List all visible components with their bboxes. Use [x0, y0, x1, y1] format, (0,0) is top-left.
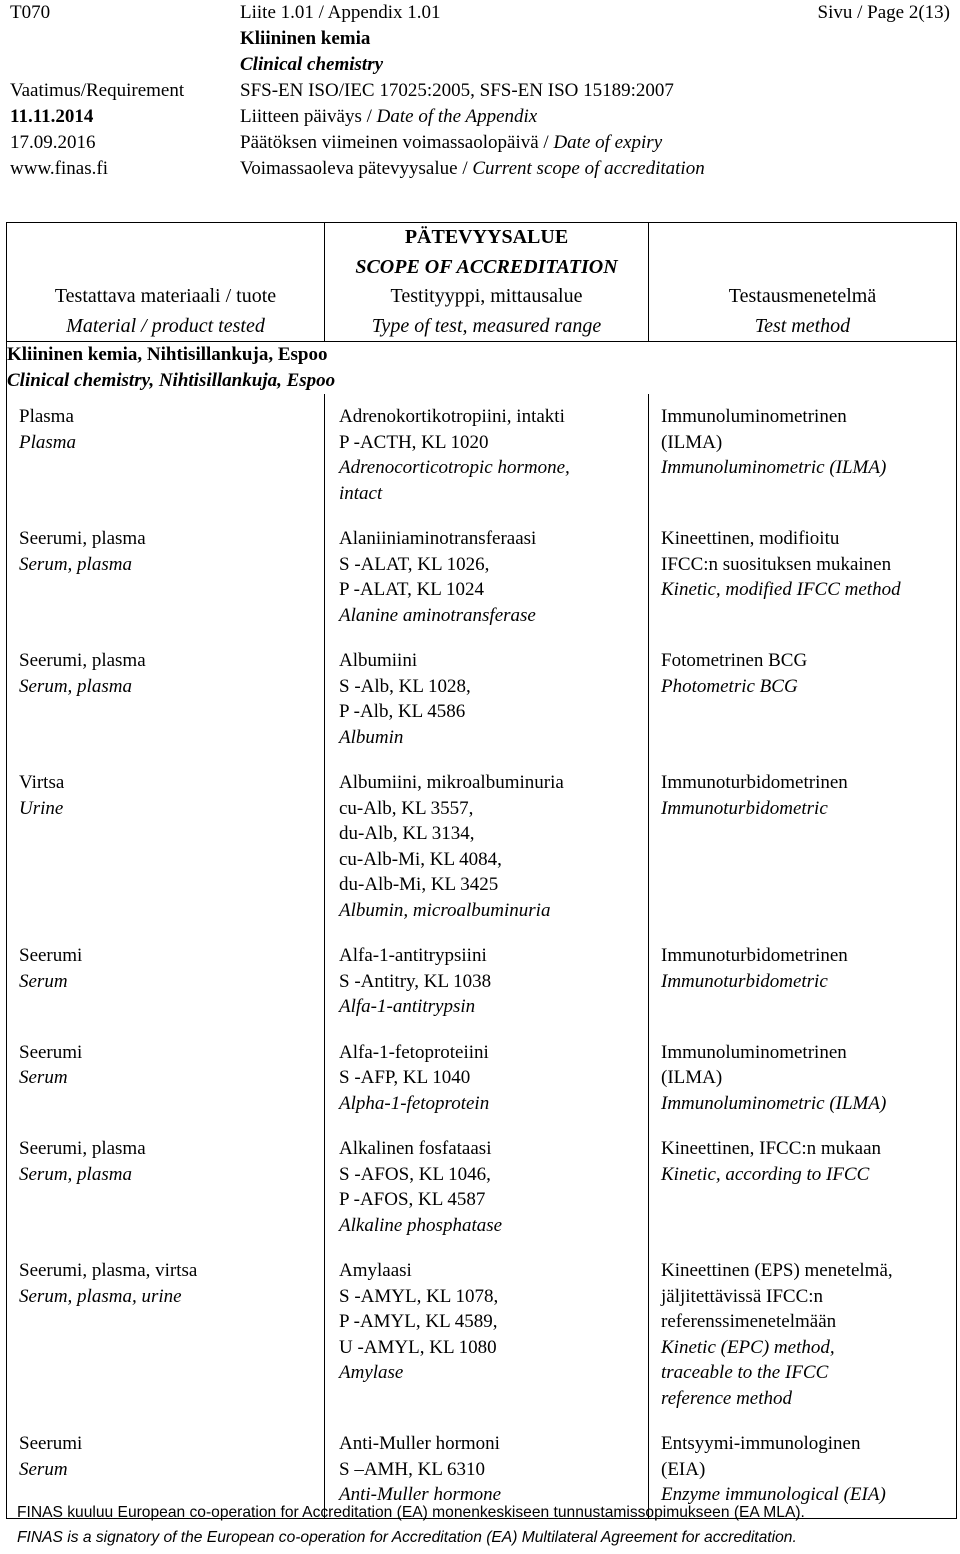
- method-cell-line: Kineettinen (EPS) menetelmä,: [661, 1260, 893, 1281]
- col3-title-fi: Testausmenetelmä: [728, 285, 877, 307]
- test-cell-line: cu-Alb-Mi, KL 4084,: [339, 848, 502, 870]
- header-row-6: [10, 130, 950, 156]
- method-cell-line: Kinetic, according to IFCC: [661, 1163, 870, 1185]
- method-cell: [649, 638, 957, 760]
- method-cell: [649, 394, 957, 516]
- method-cell-line: jäljitettävissä IFCC:n: [661, 1285, 824, 1307]
- method-cell-line: Immunoluminometric (ILMA): [661, 1092, 887, 1114]
- material-cell-line: Seerumi, plasma: [19, 1138, 146, 1159]
- page-number: Sivu / Page 2(13): [817, 2, 950, 23]
- context-cell: [7, 342, 957, 395]
- method-cell-line: Immunoturbidometrinen: [661, 772, 848, 793]
- context-fi: Kliininen kemia, Nihtisillankuja, Espoo: [7, 344, 328, 365]
- appendix-date-label: [240, 104, 537, 130]
- test-cell-line: intact: [339, 482, 383, 504]
- method-cell-line: Immunoluminometrinen: [661, 1041, 847, 1063]
- method-cell-line: IFCC:n suosituksen mukainen: [661, 553, 892, 575]
- column-header-test: [325, 223, 649, 342]
- appendix-date: 11.11.2014: [10, 106, 94, 127]
- expiry-date-label: [240, 130, 662, 156]
- test-cell: [325, 933, 649, 1030]
- test-cell-line: U -AMYL, KL 1080: [339, 1336, 497, 1358]
- doc-id: T070: [10, 2, 51, 23]
- material-cell: [7, 760, 325, 933]
- footer-line-fi: FINAS kuuluu European co-operation for Accreditation (EA) monenkeskiseen tunnustamissopimukseen (EA MLA).: [17, 1504, 805, 1521]
- test-cell-line: P -Alb, KL 4586: [339, 701, 466, 722]
- table-row: [7, 760, 957, 933]
- method-cell: [649, 933, 957, 1030]
- test-cell-line: Amylaasi: [339, 1260, 412, 1281]
- table-row: [7, 638, 957, 760]
- test-cell-line: Alanine aminotransferase: [339, 604, 536, 626]
- method-cell-line: Immunoturbidometric: [661, 797, 828, 819]
- material-cell-line: Serum, plasma: [19, 553, 132, 575]
- method-cell-line: Enzyme immunological (EIA): [661, 1484, 886, 1505]
- method-cell-line: referenssimenetelmään: [661, 1311, 837, 1332]
- col2-title-en: Type of test, measured range: [371, 314, 602, 337]
- method-cell-line: Photometric BCG: [661, 675, 798, 697]
- material-cell: [7, 638, 325, 760]
- test-cell-line: cu-Alb, KL 3557,: [339, 797, 474, 819]
- material-cell-line: Seerumi: [19, 1433, 83, 1454]
- document-header: [10, 0, 950, 182]
- test-cell-line: P -ALAT, KL 1024: [339, 579, 484, 600]
- col1-title-fi: Testattava materiaali / tuote: [54, 285, 277, 307]
- table-row: [7, 1126, 957, 1248]
- test-cell-line: S -Alb, KL 1028,: [339, 675, 471, 697]
- material-cell: [7, 1030, 325, 1127]
- material-cell-line: Serum, plasma: [19, 1163, 132, 1185]
- test-cell-line: S -ALAT, KL 1026,: [339, 553, 490, 575]
- test-cell-line: Anti-Muller hormone: [339, 1484, 502, 1505]
- col3-title-en: Test method: [754, 314, 851, 337]
- material-cell: [7, 394, 325, 516]
- test-cell-line: Alaniiniaminotransferaasi: [339, 528, 537, 549]
- header-row-7: [10, 156, 950, 182]
- org-name-fi: Kliininen kemia: [240, 28, 371, 49]
- test-cell-line: Anti-Muller hormoni: [339, 1433, 500, 1454]
- column-header-method: [649, 223, 957, 342]
- header-row-4: [10, 78, 950, 104]
- method-cell-line: Immunoluminometrinen: [661, 406, 847, 427]
- test-cell: [325, 1030, 649, 1127]
- test-cell: [325, 516, 649, 638]
- material-cell-line: Virtsa: [19, 772, 65, 793]
- material-cell-line: Plasma: [19, 406, 74, 427]
- footer: [17, 1500, 957, 1550]
- test-cell-line: S -AFP, KL 1040: [339, 1067, 471, 1088]
- appendix-date-label-fi: Liitteen päiväys /: [240, 106, 377, 127]
- material-cell-line: Seerumi: [19, 945, 83, 966]
- scope-title-fi: PÄTEVYYSALUE: [404, 226, 569, 248]
- method-cell: [649, 1248, 957, 1421]
- material-cell-line: Seerumi, plasma: [19, 528, 146, 549]
- test-cell-line: Alkalinen fosfataasi: [339, 1138, 492, 1159]
- test-cell-line: Alfa-1-fetoproteiini: [339, 1041, 489, 1063]
- test-cell-line: P -AMYL, KL 4589,: [339, 1311, 498, 1332]
- material-cell-line: Seerumi, plasma: [19, 650, 146, 671]
- test-cell: [325, 760, 649, 933]
- method-cell-line: Immunoturbidometric: [661, 970, 828, 992]
- test-cell-line: Adrenokortikotropiini, intakti: [339, 406, 565, 427]
- table-row: [7, 394, 957, 516]
- material-cell-line: Serum: [19, 1458, 68, 1480]
- method-cell-line: Immunoturbidometrinen: [661, 945, 848, 966]
- test-cell-line: Alpha-1-fetoprotein: [339, 1092, 490, 1114]
- table-row: [7, 516, 957, 638]
- test-cell-line: S -Antitry, KL 1038: [339, 970, 492, 992]
- scope-label-fi: Voimassaoleva pätevyysalue /: [240, 158, 473, 179]
- test-cell-line: Alkaline phosphatase: [339, 1214, 503, 1236]
- test-cell: [325, 394, 649, 516]
- material-cell: [7, 1248, 325, 1421]
- test-cell: [325, 1126, 649, 1248]
- test-cell-line: Albumin: [339, 726, 404, 748]
- material-cell-line: Seerumi: [19, 1041, 83, 1063]
- expiry-date-label-en: Date of expiry: [553, 132, 663, 153]
- context-row: [7, 342, 957, 395]
- method-cell-line: (ILMA): [661, 431, 723, 453]
- material-cell-line: Serum: [19, 1067, 68, 1088]
- appendix-label: Liite 1.01 / Appendix 1.01: [240, 2, 441, 23]
- method-cell-line: reference method: [661, 1387, 793, 1409]
- expiry-date-label-fi: Päätöksen viimeinen voimassaolopäivä /: [240, 132, 554, 153]
- column-header-material: [7, 223, 325, 342]
- test-cell-line: Alfa-1-antitrypsiini: [339, 945, 487, 966]
- test-cell-line: Alfa-1-antitrypsin: [339, 996, 476, 1017]
- table-row: [7, 1248, 957, 1421]
- table-header-row: [7, 223, 957, 342]
- col2-title-fi: Testityyppi, mittausalue: [390, 285, 583, 307]
- material-cell: [7, 1126, 325, 1248]
- table-row: [7, 933, 957, 1030]
- method-cell-line: Fotometrinen BCG: [661, 650, 808, 671]
- org-name-en: Clinical chemistry: [240, 54, 384, 75]
- scope-rows: [7, 394, 957, 1518]
- test-cell: [325, 1248, 649, 1421]
- material-cell: [7, 933, 325, 1030]
- method-cell-line: Immunoluminometric (ILMA): [661, 457, 887, 478]
- method-cell-line: Kineettinen, IFCC:n mukaan: [661, 1138, 882, 1159]
- material-cell-line: Serum, plasma, urine: [19, 1285, 182, 1307]
- context-en: Clinical chemistry, Nihtisillankuja, Espoo: [7, 370, 336, 391]
- test-cell-line: Amylase: [339, 1362, 404, 1383]
- website-link[interactable]: www.finas.fi: [10, 158, 108, 179]
- method-cell-line: Kineettinen, modifioitu: [661, 528, 840, 549]
- method-cell-line: Entsyymi-immunologinen: [661, 1433, 861, 1454]
- col1-title-en: Material / product tested: [66, 314, 265, 337]
- test-cell-line: Albumin, microalbuminuria: [339, 899, 551, 921]
- method-cell-line: Kinetic (EPC) method,: [661, 1336, 835, 1358]
- requirement-value: SFS-EN ISO/IEC 17025:2005, SFS-EN ISO 15189:2007: [240, 80, 674, 101]
- test-cell-line: S -AMYL, KL 1078,: [339, 1285, 499, 1307]
- test-cell-line: Albumiini, mikroalbuminuria: [339, 772, 564, 793]
- material-cell-line: Seerumi, plasma, virtsa: [19, 1260, 198, 1281]
- method-cell-line: (ILMA): [661, 1067, 723, 1088]
- test-cell-line: P -ACTH, KL 1020: [339, 431, 489, 453]
- scope-label-en: Current scope of accreditation: [472, 158, 705, 179]
- header-row-3: [10, 52, 950, 78]
- method-cell: [649, 760, 957, 933]
- method-cell-line: (EIA): [661, 1458, 706, 1480]
- test-cell-line: du-Alb-Mi, KL 3425: [339, 874, 499, 895]
- scope-table: [6, 222, 957, 1519]
- test-cell-line: P -AFOS, KL 4587: [339, 1189, 486, 1210]
- header-row-1: [10, 0, 950, 26]
- test-cell-line: Albumiini: [339, 650, 418, 671]
- method-cell-line: traceable to the IFCC: [661, 1362, 829, 1383]
- material-cell-line: Serum: [19, 970, 68, 992]
- method-cell: [649, 1126, 957, 1248]
- material-cell-line: Serum, plasma: [19, 675, 132, 697]
- test-cell-line: S -AFOS, KL 1046,: [339, 1163, 491, 1185]
- method-cell: [649, 1030, 957, 1127]
- material-cell: [7, 516, 325, 638]
- scope-label: [240, 156, 705, 182]
- header-row-2: [10, 26, 950, 52]
- test-cell-line: S –AMH, KL 6310: [339, 1458, 486, 1480]
- appendix-date-label-en: Date of the Appendix: [376, 106, 538, 127]
- test-cell-line: du-Alb, KL 3134,: [339, 823, 475, 844]
- header-row-5: [10, 104, 950, 130]
- scope-title-en: SCOPE OF ACCREDITATION: [355, 255, 618, 278]
- method-cell-line: Kinetic, modified IFCC method: [661, 579, 901, 600]
- material-cell-line: Urine: [19, 797, 64, 819]
- expiry-date: 17.09.2016: [10, 132, 96, 153]
- test-cell: [325, 638, 649, 760]
- material-cell-line: Plasma: [19, 431, 76, 453]
- test-cell-line: Adrenocorticotropic hormone,: [339, 457, 570, 478]
- method-cell: [649, 516, 957, 638]
- table-row: [7, 1030, 957, 1127]
- footer-line-en: FINAS is a signatory of the European co-operation for Accreditation (EA) Multilateral Agreement for accreditation.: [17, 1529, 797, 1546]
- requirement-label: Vaatimus/Requirement: [10, 80, 185, 101]
